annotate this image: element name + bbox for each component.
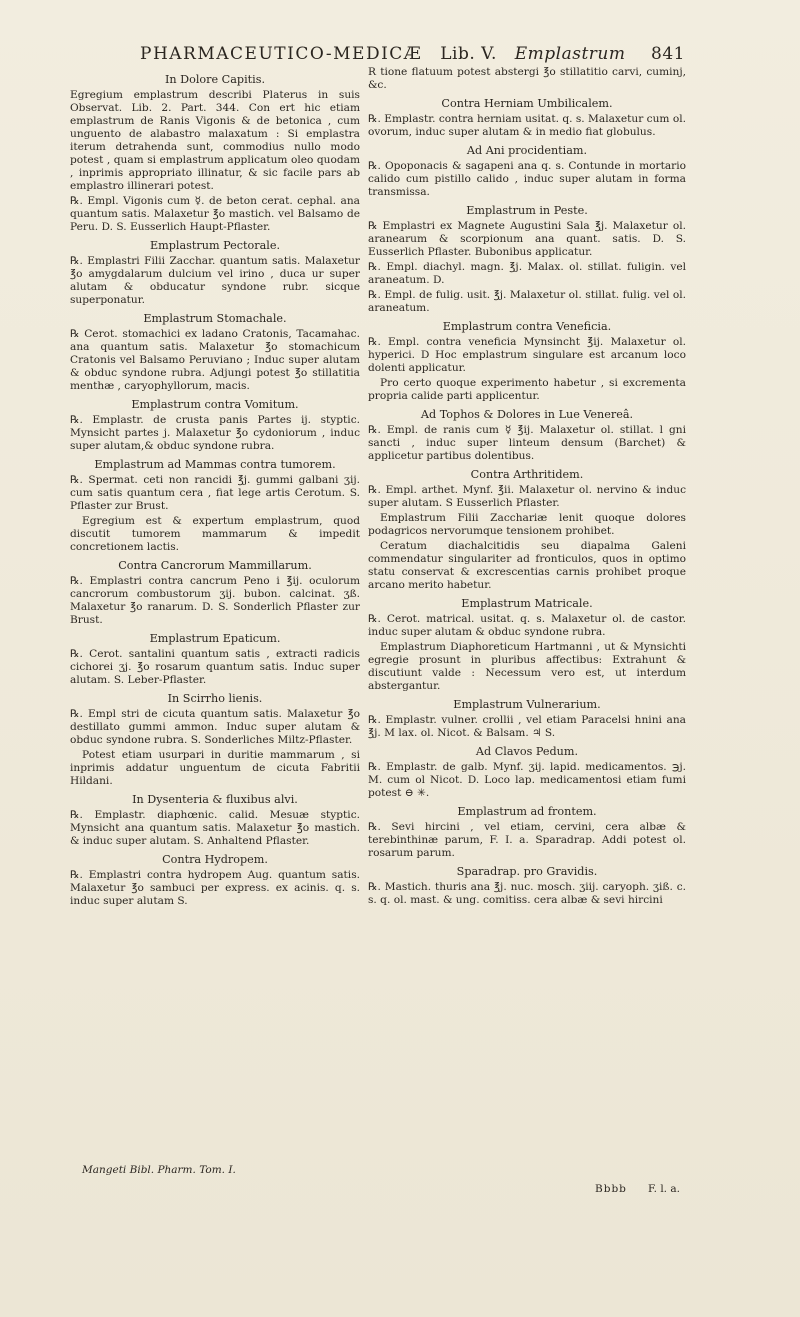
right-column-rx-28: ℞. Mastich. thuris ana ℥j. nuc. mosch. ʒiij. caryoph. ʒiß. c. s. q. ol. mast. & ung. comitiss. cera albæ & sevi hircini [368,881,686,906]
right-column-rx-6: ℞ Emplastri ex Magnete Augustini Sala ℥j. Malaxetur ol. aranearum & scorpionum ana quant. satis. D. S. Eusserlich Pflaster. Bubonibus applicatur. [368,220,686,258]
right-column-rx-13: ℞. Empl. de ranis cum ☿ ℥ij. Malaxetur ol. stillat. l gni sancti , induc super linteum densum (Barchet) & applicetur partibus dolentibus. [368,424,686,462]
right-column-note-17: Ceratum diachalcitidis seu diapalma Galeni commendatur singulariter ad fronticulos, quos in optimo statu conservat & excrescentias carnis prohibet proque arcano merito habetur. [368,540,686,591]
left-column-note-11: Egregium est & expertum emplastrum, quod discutit tumorem mammarum & impedit concretionem lactis. [70,515,360,553]
left-column-heading-7: Emplastrum contra Vomitum. [131,398,299,411]
header-title: PHARMACEUTICO-MEDICÆ [140,44,423,64]
left-column-para-1: Egregium emplastrum describi Platerus in suis Observat. Lib. 2. Part. 344. Con ert hic etiam emplastrum de Ranis Vigonis & de betonica , cum unguento de alabastro malaxatum : Si emplastra iterum detrahenda sunt, commodius nullo modo potest , quam si emplastrum applicatum oleo quodam , inprimis appropriato illinatur, & sic facile pars ab emplastro illinerari potest. [70,89,360,192]
header-book: Lib. V. [440,44,497,64]
left-column-note-18: Potest etiam usurpari in duritie mammarum , si inprimis addatur unguentum de cicuta Fabritii Hildani. [70,749,360,787]
right-column-heading-9: Emplastrum contra Veneficia. [442,320,612,333]
right-column-note-16: Emplastrum Filii Zacchariæ lenit quoque dolores podagricos nervorumque tensionem prohibet. [368,512,686,537]
left-column-rx-15: ℞. Cerot. santalini quantum satis , extracti radicis cichorei ʒj. ℥o rosarum quantum satis. Induc super alutam. S. Leber-Pflaster. [70,648,360,686]
left-column-heading-0: In Dolore Capitis. [164,73,266,86]
right-column-rx-24: ℞. Emplastr. de galb. Mynf. ʒij. lapid. medicamentos. ℈j. M. cum ol Nicot. D. Loco lap. medicamentosi etiam fumi potest ⊖ ✳. [368,761,686,799]
right-column-heading-3: Ad Ani procidentiam. [466,144,588,157]
signature-mark: Bbbb [595,1183,627,1195]
right-column-note-11: Pro certo quoque experimento habetur , si excrementa propria calide parti applicentur. [368,377,686,402]
right-column-rx-15: ℞. Empl. arthet. Mynf. ℥ii. Malaxetur ol. nervino & induc super alutam. S Eusserlich Pflaster. [368,484,686,509]
right-column-rx-26: ℞. Sevi hircini , vel etiam, cervini, cera albæ & terebinthinæ parum, F. I. a. Sparadrap. Addi potest ol. rosarum parum. [368,821,686,859]
footer-citation: Mangeti Bibl. Pharm. Tom. I. [82,1164,236,1176]
right-column-heading-1: Contra Herniam Umbilicalem. [441,97,613,110]
right-column-heading-25: Emplastrum ad frontem. [457,805,597,818]
left-column-heading-21: Contra Hydropem. [162,853,268,866]
right-column-heading-18: Emplastrum Matricale. [461,597,593,610]
left-column-rx-10: ℞. Spermat. ceti non rancidi ℥j. gummi galbani ʒij. cum satis quantum cera , fiat lege artis Cerotum. S. Pflaster zur Brust. [70,474,360,512]
left-column [70,68,360,910]
right-column-heading-21: Emplastrum Vulnerarium. [453,698,601,711]
right-column [368,66,686,909]
left-column-rx-2: ℞. Empl. Vigonis cum ☿. de beton cerat. cephal. ana quantum satis. Malaxetur ℥o mastich. vel Balsamo de Peru. D. S. Eusserlich Haupt-Pflaster. [70,195,360,233]
right-column-para-0: R tione flatuum potest abstergi ℥o stillatitio carvi, cuminj, &c. [368,66,686,91]
left-column-rx-22: ℞. Emplastri contra hydropem Aug. quantum satis. Malaxetur ℥o sambuci per express. ex acinis. q. s. induc super alutam S. [70,869,360,907]
left-column-heading-5: Emplastrum Stomachale. [143,312,287,325]
left-column-heading-19: In Dysenteria & fluxibus alvi. [132,793,298,806]
left-column-rx-13: ℞. Emplastri contra cancrum Peno i ℥ij. oculorum cancrorum combustorum ʒij. bubon. calcinat. ʒß. Malaxetur ℥o ranarum. D. S. Sonderlich Pflaster zur Brust. [70,575,360,626]
right-column-heading-23: Ad Clavos Pedum. [475,745,579,758]
right-column-rx-10: ℞. Empl. contra veneficia Mynsincht ℥ij. Malaxetur ol. hyperici. D Hoc emplastrum singulare est arcanum loco dolenti applicatur. [368,336,686,374]
left-column-rx-6: ℞ Cerot. stomachici ex ladano Cratonis, Tacamahac. ana quantum satis. Malaxetur ℥o stomachicum Cratonis vel Balsamo Peruviano ; Induc super alutam & obduc syndone rubra. Adjungi potest ℥o stillatitia menthæ , caryophyllorum, macis. [70,328,360,392]
right-column-heading-27: Sparadrap. pro Gravidis. [456,865,598,878]
header-section: Emplastrum [514,44,626,64]
catchword: F. l. a. [648,1183,680,1195]
running-header [140,44,685,64]
right-column-heading-5: Emplastrum in Peste. [466,204,588,217]
right-column-heading-14: Contra Arthritidem. [470,468,584,481]
left-column-heading-3: Emplastrum Pectorale. [149,239,281,252]
page-number: 841 [651,44,685,64]
right-column-rx-4: ℞. Opoponacis & sagapeni ana q. s. Contunde in mortario calido cum pistillo calido , induc super alutam in forma transmissa. [368,160,686,198]
left-column-heading-16: In Scirrho lienis. [167,692,263,705]
right-column-note-20: Emplastrum Diaphoreticum Hartmanni , ut & Mynsichti egregie prosunt in pluribus affectibus: Extrahunt & discutiunt valde : Necessum vero est, ut interdum abstergantur. [368,641,686,692]
right-column-rx-2: ℞. Emplastr. contra herniam usitat. q. s. Malaxetur cum ol. ovorum, induc super alutam & in medio fiat globulus. [368,113,686,138]
right-column-rx-19: ℞. Cerot. matrical. usitat. q. s. Malaxetur ol. de castor. induc super alutam & obduc syndone rubra. [368,613,686,638]
left-column-heading-14: Emplastrum Epaticum. [149,632,281,645]
left-column-heading-9: Emplastrum ad Mammas contra tumorem. [94,458,336,471]
left-column-rx-17: ℞. Empl stri de cicuta quantum satis. Malaxetur ℥o destillato gummi ammon. Induc super alutam & obduc syndone rubra. S. Sonderliches Miltz-Pflaster. [70,708,360,746]
right-column-rx-7: ℞. Empl. diachyl. magn. ℥j. Malax. ol. stillat. fuligin. vel araneatum. D. [368,261,686,286]
left-column-rx-8: ℞. Emplastr. de crusta panis Partes ij. styptic. Mynsicht partes j. Malaxetur ℥o cydoniorum , induc super alutam,& obduc syndone rubra. [70,414,360,452]
left-column-heading-12: Contra Cancrorum Mammillarum. [118,559,312,572]
right-column-rx-8: ℞. Empl. de fulig. usit. ℥j. Malaxetur ol. stillat. fulig. vel ol. araneatum. [368,289,686,314]
right-column-rx-22: ℞. Emplastr. vulner. crollii , vel etiam Paracelsi hnini ana ℥j. M lax. ol. Nicot. & Balsam. ♃ S. [368,714,686,739]
right-column-heading-12: Ad Tophos & Dolores in Lue Venereâ. [420,408,634,421]
left-column-rx-4: ℞. Emplastri Filii Zacchar. quantum satis. Malaxetur ℥o amygdalarum dulcium vel irino , duca ur super alutam & obducatur syndone rubr. sicque superponatur. [70,255,360,306]
left-column-rx-20: ℞. Emplastr. diaphœnic. calid. Mesuæ styptic. Mynsicht ana quantum satis. Malaxetur ℥o mastich. & induc super alutam. S. Anhaltend Pflaster. [70,809,360,847]
